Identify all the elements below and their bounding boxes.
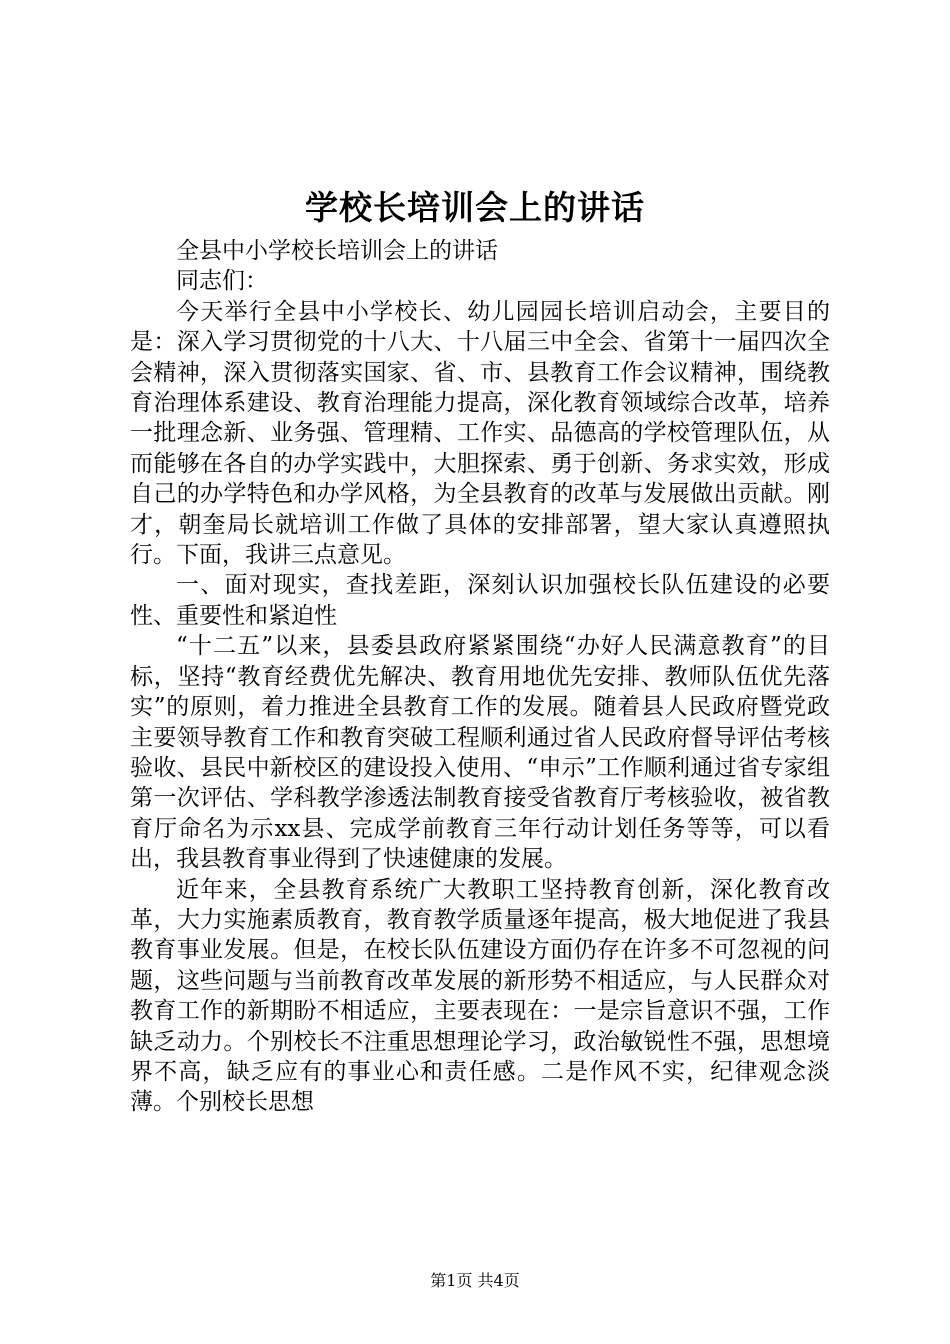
body-paragraph: 今天举行全县中小学校长、幼儿园园长培训启动会，主要目的是：深入学习贯彻党的十八大、十八届三中全会、省第十一届四次全会精神，深入贯彻落实国家、省、市、县教育工作会议精神，围绕教育治理体系建设、教育治理能力提高，深化教育领域综合改革，培养一批理念新、业务强、管理精、工作实、品德高的学校管理队伍，从而能够在各自的办学实践中，大胆探索、勇于创新、务求实效，形成自己的办学特色和办学风格，为全县教育的改革与发展做出贡献。刚才，朝奎局长就培训工作做了具体的安排部署，望大家认真遵照执行。下面，我讲三点意见。: [130, 298, 830, 569]
body-paragraph: “十二五”以来，县委县政府紧紧围绕“办好人民满意教育”的目标，坚持“教育经费优先解决、教育用地优先安排、教师队伍优先落实”的原则，着力推进全县教育工作的发展。随着县人民政府暨党政主要领导教育工作和教育突破工程顺利通过省人民政府督导评估考核验收、县民中新校区的建设投入使用、“申示”工作顺利通过省专家组第一次评估、学科教学渗透法制教育接受省教育厅考核验收，被省教育厅命名为示xx县、完成学前教育三年行动计划任务等等，可以看出，我县教育事业得到了快速健康的发展。: [130, 633, 830, 873]
page-footer: 第1页 共4页: [430, 1271, 520, 1290]
salutation-paragraph: 同志们：: [176, 268, 268, 295]
document-body: [130, 236, 830, 1118]
document-title: 学校长培训会上的讲话: [305, 188, 645, 227]
subtitle-paragraph: 全县中小学校长培训会上的讲话: [176, 238, 498, 264]
section-heading-paragraph: 一、面对现实，查找差距，深刻认识加强校长队伍建设的必要性、重要性和紧迫性: [130, 572, 830, 629]
body-paragraph: 近年来，全县教育系统广大教职工坚持教育创新，深化教育改革，大力实施素质教育，教育教学质量逐年提高，极大地促进了我县教育事业发展。但是，在校长队伍建设方面仍存在许多不可忽视的问题，这些问题与当前教育改革发展的新形势不相适应，与人民群众对教育工作的新期盼不相适应，主要表现在：一是宗旨意识不强，工作缺乏动力。个别校长不注重思想理论学习，政治敏锐性不强，思想境界不高，缺乏应有的事业心和责任感。二是作风不实，纪律观念淡薄。个别校长思想: [130, 876, 830, 1116]
